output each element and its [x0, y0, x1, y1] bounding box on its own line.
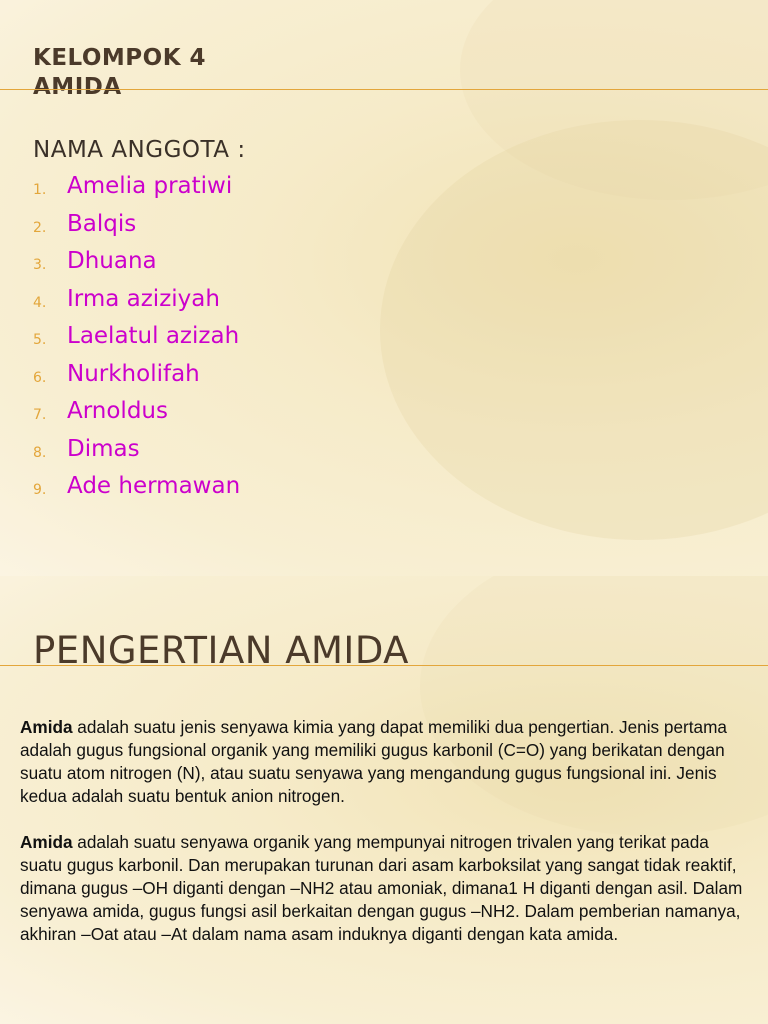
list-number: 5. [33, 332, 47, 348]
paragraph-text: adalah suatu senyawa organik yang mempunyai nitrogen trivalen yang terikat pada suatu gugus karbonil. Dan merupakan turunan dari asam karboksilat yang sangat tidak reaktif, dimana gugus –OH diganti dengan –NH2 atau amoniak, dimana1 H diganti dengan asil. Dalam senyawa amida, gugus fungsi asil berkaitan dengan gugus –NH2. Dalam pemberian namanya, akhiran –Oat atau –At dalam nama asam induknya diganti dengan kata amida. [20, 832, 743, 944]
slide-2 [0, 576, 768, 1024]
list-number: 3. [33, 257, 47, 273]
list-number: 7. [33, 407, 47, 423]
member-name: Amelia pratiwi [67, 173, 233, 199]
list-number: 9. [33, 482, 47, 498]
member-name: Irma aziziyah [67, 285, 220, 312]
member-name: Ade hermawan [67, 473, 241, 499]
slide-title [33, 44, 206, 102]
title-line-1: KELOMPOK 4 [33, 45, 207, 71]
member-name: Arnoldus [67, 398, 168, 424]
list-number: 8. [33, 444, 47, 461]
member-name: Balqis [67, 210, 137, 237]
slide-body [20, 716, 750, 969]
paragraph-text: adalah suatu jenis senyawa kimia yang dapat memiliki dua pengertian. Jenis pertama adalah gugus fungsional organik yang memiliki gugus karbonil (C=O) yang berikatan dengan suatu atom nitrogen (N), atau suatu senyawa yang mengandung gugus fungsional ini. Jenis kedua adalah suatu bentuk anion nitrogen. [20, 717, 727, 806]
paragraph [20, 831, 750, 946]
list-number: 2. [33, 219, 47, 236]
paragraph [20, 716, 750, 808]
member-name: Nurkholifah [67, 360, 200, 387]
list-number: 1. [33, 182, 47, 198]
list-number: 4. [33, 294, 47, 311]
title-line-2: AMIDA [33, 74, 122, 100]
members-heading: NAMA ANGGOTA : [33, 137, 246, 163]
term-bold: Amida [20, 832, 73, 852]
member-name: Laelatul azizah [67, 323, 240, 349]
term-bold: Amida [20, 717, 73, 737]
title-divider [0, 665, 768, 666]
list-number: 6. [33, 369, 47, 386]
member-name: Dhuana [67, 248, 157, 274]
member-name: Dimas [67, 435, 140, 462]
slide-title: PENGERTIAN AMIDA [33, 629, 409, 672]
title-divider [0, 89, 768, 90]
